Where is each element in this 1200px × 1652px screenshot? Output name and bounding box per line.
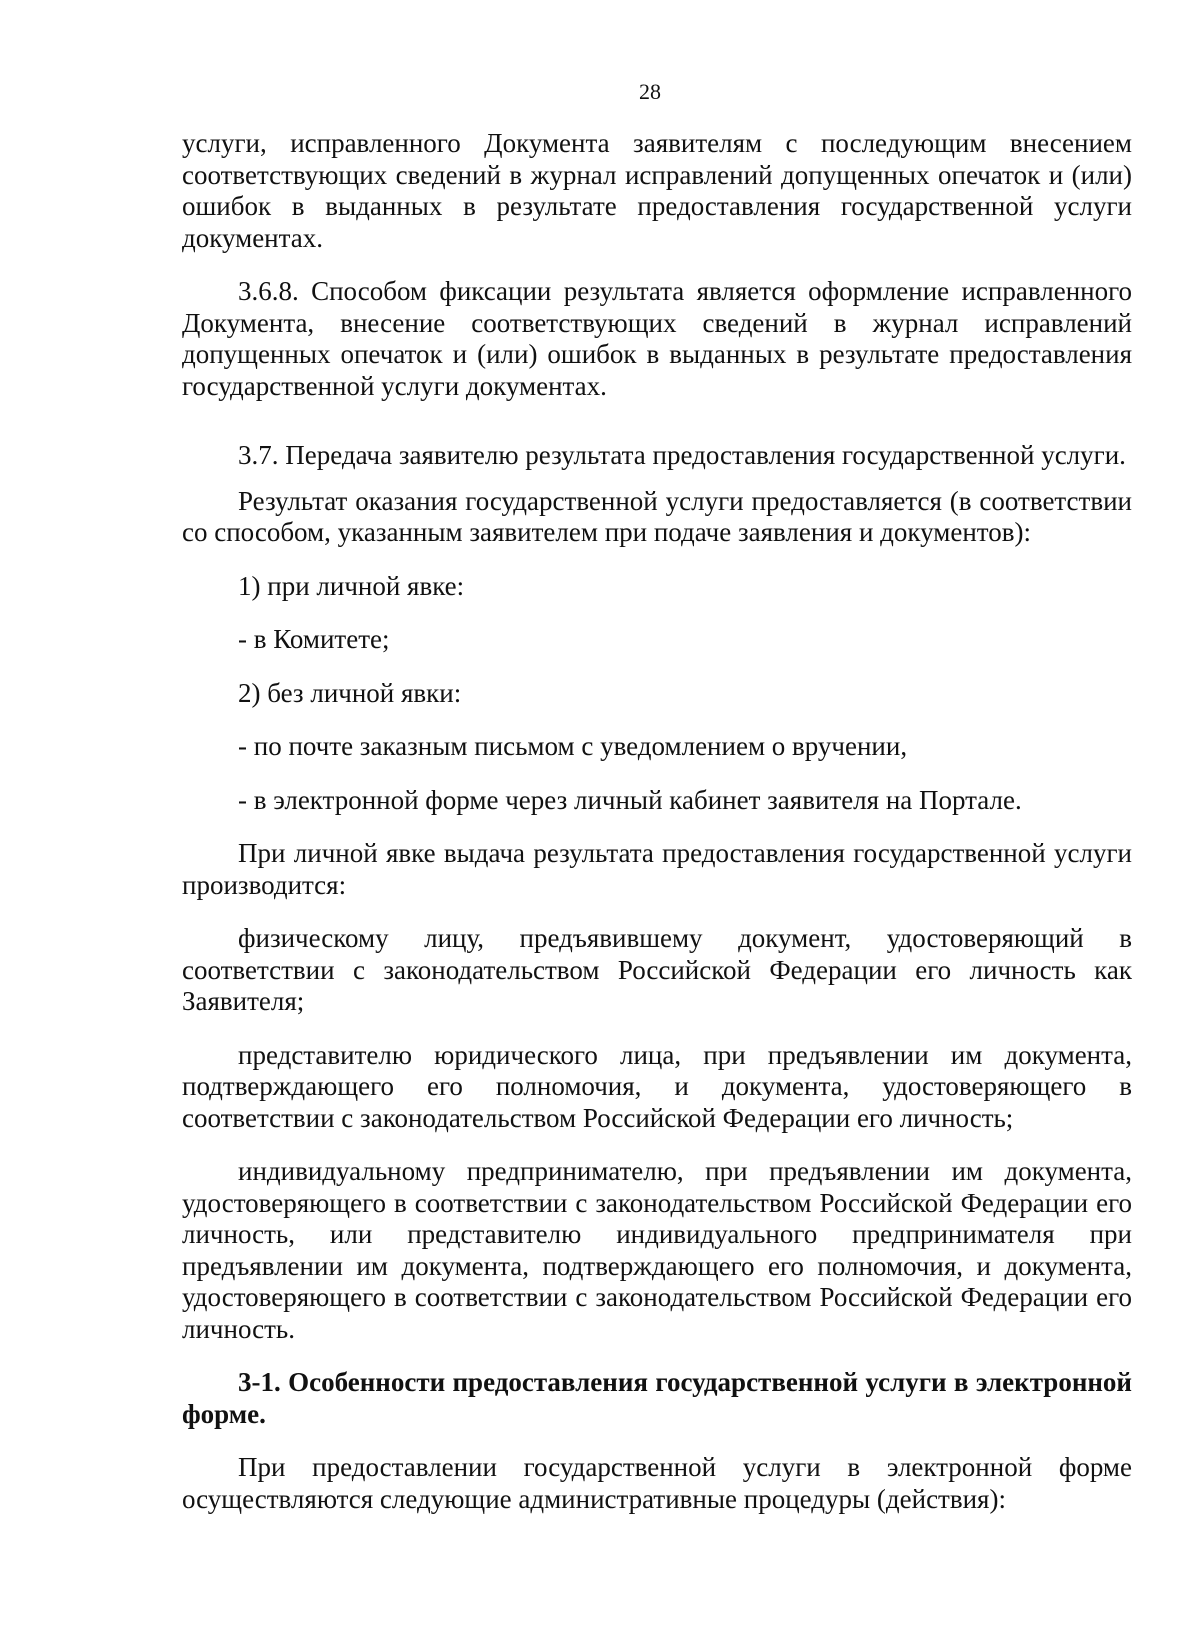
list-item-no-personal-visit: 2) без личной явки:: [238, 677, 462, 708]
paragraph-individual: физическому лицу, предъявившему документ, удостоверяющий в соответствии с законодательством Российской Федерации его личность как Заявителя;: [182, 923, 1132, 1016]
section-3-7-heading: 3.7. Передача заявителю результата предоставления государственной услуги.: [238, 440, 1126, 470]
paragraph-result-provision: Результат оказания государственной услуги предоставляется (в соответствии со способом, указанным заявителем при подаче заявления и документов):: [182, 485, 1132, 547]
paragraph-entrepreneur: индивидуальному предпринимателю, при предъявлении им документа, удостоверяющего в соответствии с законодательством Российской Федерации его личность, или представителю индивидуального предпринимателя при предъявлении им документа, подтверждающего его полномочия, и документа, удостоверяющего в соответствии с законодательством Российской Федерации его личность.: [182, 1156, 1132, 1344]
paragraph-continuation: услуги, исправленного Документа заявителям с последующим внесением соответствующих сведений в журнал исправлений допущенных опечаток и (или) ошибок в выданных в результате предоставления государственной услуги документах.: [182, 128, 1132, 253]
list-item-personal-visit: 1) при личной явке:: [238, 570, 465, 601]
paragraph-personal-visit-issuance: При личной явке выдача результата предоставления государственной услуги производится:: [182, 838, 1132, 900]
paragraph-electronic-procedures: При предоставлении государственной услуги в электронной форме осуществляются следующие административные процедуры (действия):: [182, 1452, 1132, 1514]
list-item-mail: - по почте заказным письмом с уведомлением о вручении,: [238, 731, 908, 761]
list-item-electronic: - в электронной форме через личный кабинет заявителя на Портале.: [238, 784, 1022, 815]
document-body: [182, 128, 1132, 1515]
page-number: 28: [639, 79, 661, 104]
paragraph-3-6-8: 3.6.8. Способом фиксации результата является оформление исправленного Документа, внесение соответствующих сведений в журнал исправлений допущенных опечаток и (или) ошибок в выданных в результате предоставления государственной услуги документах.: [182, 276, 1132, 401]
paragraph-legal-entity-representative: представителю юридического лица, при предъявлении им документа, подтверждающего его полномочия, и документа, удостоверяющего в соответствии с законодательством Российской Федерации его личность;: [182, 1039, 1132, 1133]
list-item-committee: - в Комитете;: [238, 624, 390, 654]
section-3-1-heading: 3-1. Особенности предоставления государственной услуги в электронной форме.: [182, 1367, 1132, 1429]
